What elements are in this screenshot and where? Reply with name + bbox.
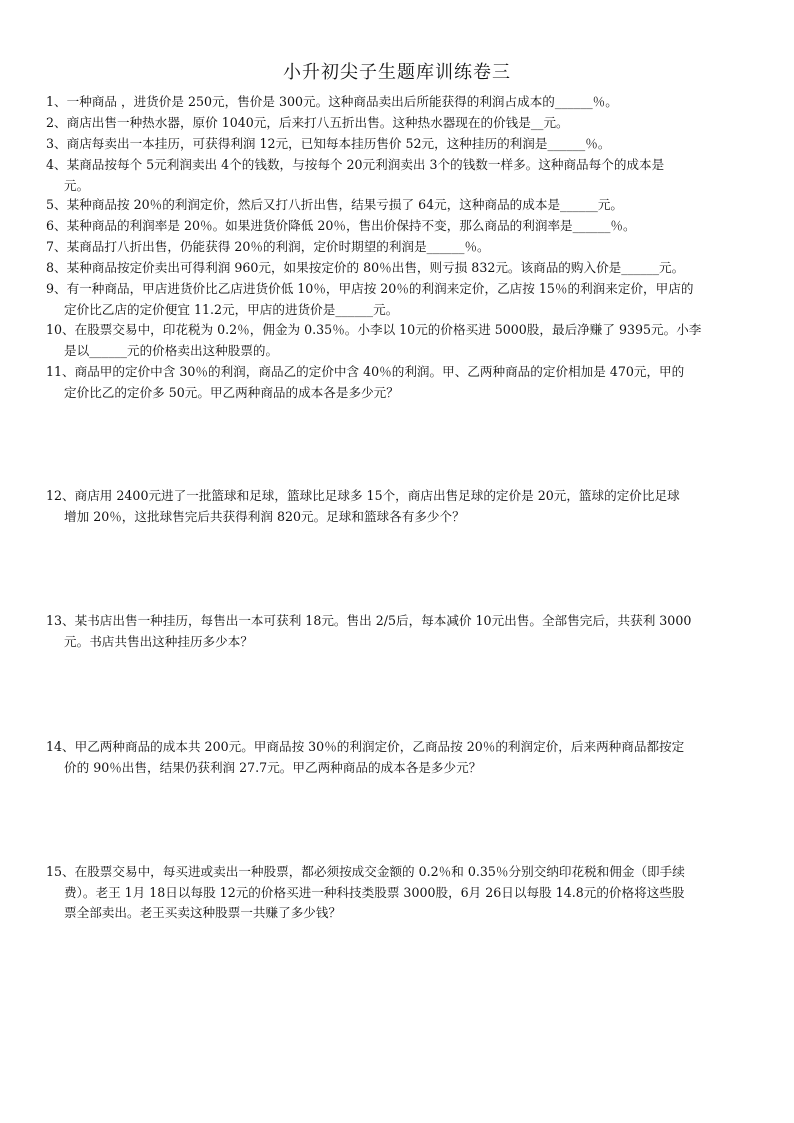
page-title: 小升初尖子生题库训练卷三 bbox=[283, 62, 511, 83]
question-line: 15、在股票交易中，每买进或卖出一种股票，都必须按成交金额的 0.2％和 0.35％分别交纳印花税和佣金（即手续 bbox=[46, 864, 685, 879]
question-line: 14、甲乙两种商品的成本共 200元。甲商品按 30％的利润定价，乙商品按 20％的利润定价，后来两种商品都按定 bbox=[46, 739, 685, 754]
question-line: 5、某种商品按 20％的利润定价，然后又打八折出售，结果亏损了 64元，这种商品的成本是______元。 bbox=[46, 197, 624, 212]
question-line: 9、有一种商品，甲店进货价比乙店进货价低 10％，甲店按 20％的利润来定价，乙店按 15％的利润来定价，甲店的 bbox=[46, 281, 694, 296]
question-2 bbox=[46, 113, 758, 134]
question-line: 1、一种商品 ，进货价是 250元，售价是 300元。这种商品卖出后所能获得的利润占成本的______％。 bbox=[46, 94, 618, 109]
question-line: 8、某种商品按定价卖出可得利润 960元，如果按定价的 80％出售，则亏损 832元。该商品的购入价是______元。 bbox=[46, 260, 685, 275]
question-line: 价的 90％出售，结果仍获利润 27.7元。甲乙两种商品的成本各是多少元？ bbox=[64, 759, 482, 775]
question-9 bbox=[46, 279, 758, 320]
question-6 bbox=[46, 216, 758, 237]
question-line: 定价比乙的定价多 50元。甲乙两种商品的成本各是多少元？ bbox=[64, 384, 399, 400]
question-line: 11、商品甲的定价中含 30％的利润，商品乙的定价中含 40％的利润。甲、乙两种商品的定价相加是 470元，甲的 bbox=[46, 364, 685, 379]
question-14 bbox=[46, 737, 758, 778]
question-line: 10、在股票交易中，印花税为 0.2％，佣金为 0.35％。小李以 10元的价格买进 5000股，最后净赚了 9395元。小李 bbox=[46, 322, 702, 337]
question-12 bbox=[46, 486, 758, 527]
question-13 bbox=[46, 611, 758, 652]
question-line: 12、商店用 2400元进了一批篮球和足球，篮球比足球多 15个，商店出售足球的定价是 20元，篮球的定价比足球 bbox=[46, 488, 680, 503]
question-1 bbox=[46, 92, 758, 113]
question-line: 2、商店出售一种热水器，原价 1040元，后来打八五折出售。这种热水器现在的价钱是__元。 bbox=[46, 115, 569, 130]
question-line: 元。书店共售出这种挂历多少本？ bbox=[64, 633, 253, 649]
question-line: 元。 bbox=[64, 177, 90, 193]
question-line: 是以______元的价格卖出这种股票的。 bbox=[64, 342, 279, 358]
question-5 bbox=[46, 195, 758, 216]
question-line: 费）。老王 1月 18日以每股 12元的价格买进一种科技类股票 3000股，6月 26日以每股 14.8元的价格将这些股 bbox=[64, 884, 685, 900]
question-3 bbox=[46, 134, 758, 155]
question-4 bbox=[46, 155, 758, 196]
question-line: 4、某商品按每个 5元利润卖出 4个的钱数，与按每个 20元利润卖出 3个的钱数一样多。这种商品每个的成本是 bbox=[46, 157, 665, 172]
question-line: 票全部卖出。老王买卖这种股票一共赚了多少钱？ bbox=[64, 905, 342, 920]
question-line: 7、某商品打八折出售，仍能获得 20％的利润，定价时期望的利润是______％。 bbox=[46, 239, 490, 254]
question-10 bbox=[46, 320, 758, 361]
question-11 bbox=[46, 362, 758, 403]
question-15 bbox=[46, 862, 758, 924]
question-line: 6、某种商品的利润率是 20％。如果进货价降低 20％，售出价保持不变，那么商品的利润率是______％。 bbox=[46, 218, 636, 233]
question-8 bbox=[46, 258, 758, 279]
question-line: 13、某书店出售一种挂历，每售出一本可获利 18元。售出 2/5后，每本减价 10元出售。全部售完后，共获利 3000 bbox=[46, 613, 692, 628]
question-7 bbox=[46, 237, 758, 258]
question-line: 定价比乙店的定价便宜 11.2元，甲店的进货价是______元。 bbox=[64, 301, 399, 317]
question-line: 3、商店每卖出一本挂历，可获得利润 12元，已知每本挂历售价 52元，这种挂历的利润是______％。 bbox=[46, 136, 611, 151]
question-line: 增加 20％，这批球售完后共获得利润 820元。足球和篮球各有多少个？ bbox=[64, 508, 465, 524]
